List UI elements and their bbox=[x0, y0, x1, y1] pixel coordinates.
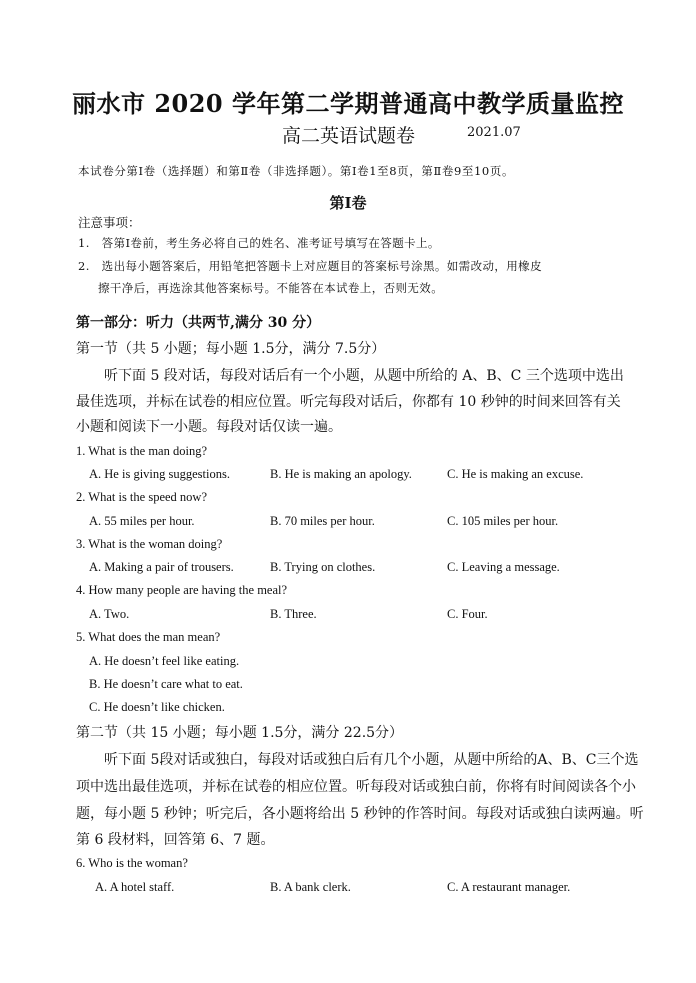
paper-note: 本试卷分第Ⅰ卷（选择题）和第Ⅱ卷（非选择题）。第Ⅰ卷1至8页，第Ⅱ卷9至10页。 bbox=[78, 164, 515, 178]
volume-heading: 第Ⅰ卷 bbox=[329, 194, 367, 212]
question-stem: 1. What is the man doing? bbox=[76, 444, 207, 458]
exam-date: 2021.07 bbox=[467, 125, 521, 140]
attention-item-2: 2. 选出每小题答案后，用铅笔把答题卡上对应题目的答案标号涂黑。如需改动，用橡皮 bbox=[78, 259, 542, 273]
question-stem: 5. What does the man mean? bbox=[76, 630, 221, 644]
section-two-instruction-2: 项中选出最佳选项，并标在试卷的相应位置。听每段对话或独白前，你将有时间阅读各个小 bbox=[76, 779, 636, 795]
section-one-instruction-3: 小题和阅读下一小题。每段对话仅读一遍。 bbox=[76, 419, 342, 435]
option-c: C. 105 miles per hour. bbox=[447, 514, 559, 528]
option-a: A. Making a pair of trousers. bbox=[89, 560, 234, 574]
section-one-heading: 第一节（共 5 小题；每小题 1.5分，满分 7.5分） bbox=[76, 341, 386, 357]
option-c: C. He doesn’t like chicken. bbox=[89, 700, 225, 714]
option-c: C. A restaurant manager. bbox=[447, 880, 571, 894]
section-two-instruction-3: 题，每小题 5 秒钟；听完后，各小题将给出 5 秒钟的作答时间。每段对话或独白读两遍。听 bbox=[76, 806, 644, 822]
attention-heading: 注意事项： bbox=[78, 215, 141, 230]
option-c: C. Leaving a message. bbox=[447, 560, 560, 574]
option-c: C. He is making an excuse. bbox=[447, 467, 584, 481]
option-a: A. A hotel staff. bbox=[95, 880, 175, 894]
question-stem: 3. What is the woman doing? bbox=[76, 537, 223, 551]
question-stem: 6. Who is the woman? bbox=[76, 856, 188, 870]
exam-title: 丽水市 2020 学年第二学期普通高中教学质量监控 bbox=[71, 89, 624, 118]
option-b: B. He doesn’t care what to eat. bbox=[89, 677, 243, 691]
section-two-instruction-1: 听下面 5段对话或独白，每段对话或独白后有几个小题，从题中所给的A、B、C三个选 bbox=[104, 752, 639, 768]
option-b: B. Three. bbox=[270, 607, 317, 621]
option-a: A. He doesn’t feel like eating. bbox=[89, 654, 240, 668]
exam-subtitle: 高二英语试题卷 bbox=[282, 125, 416, 147]
option-b: B. Trying on clothes. bbox=[270, 560, 376, 574]
question-stem: 4. How many people are having the meal? bbox=[76, 583, 288, 597]
section-one-instruction-2: 最佳选项，并标在试卷的相应位置。听完每段对话后，你都有 10 秒钟的时间来回答有关 bbox=[76, 394, 621, 410]
attention-item-2-cont: 擦干净后，再选涂其他答案标号。不能答在本试卷上，否则无效。 bbox=[98, 281, 444, 295]
option-a: A. Two. bbox=[89, 607, 130, 621]
part-one-heading: 第一部分：听力（共两节,满分 30 分） bbox=[76, 315, 321, 331]
option-c: C. Four. bbox=[447, 607, 488, 621]
option-a: A. 55 miles per hour. bbox=[89, 514, 195, 528]
option-b: B. He is making an apology. bbox=[270, 467, 412, 481]
attention-item-1: 1. 答第Ⅰ卷前，考生务必将自己的姓名、准考证号填写在答题卡上。 bbox=[78, 236, 440, 250]
option-a: A. He is giving suggestions. bbox=[89, 467, 230, 481]
option-b: B. 70 miles per hour. bbox=[270, 514, 375, 528]
section-one-instruction-1: 听下面 5 段对话，每段对话后有一个小题，从题中所给的 A、B、C 三个选项中选出 bbox=[104, 368, 624, 384]
option-b: B. A bank clerk. bbox=[270, 880, 351, 894]
question-stem: 2. What is the speed now? bbox=[76, 490, 207, 504]
section-two-instruction-4: 第 6 段材料，回答第 6、7 题。 bbox=[76, 832, 275, 848]
section-two-heading: 第二节（共 15 小题；每小题 1.5分，满分 22.5分） bbox=[76, 725, 404, 741]
